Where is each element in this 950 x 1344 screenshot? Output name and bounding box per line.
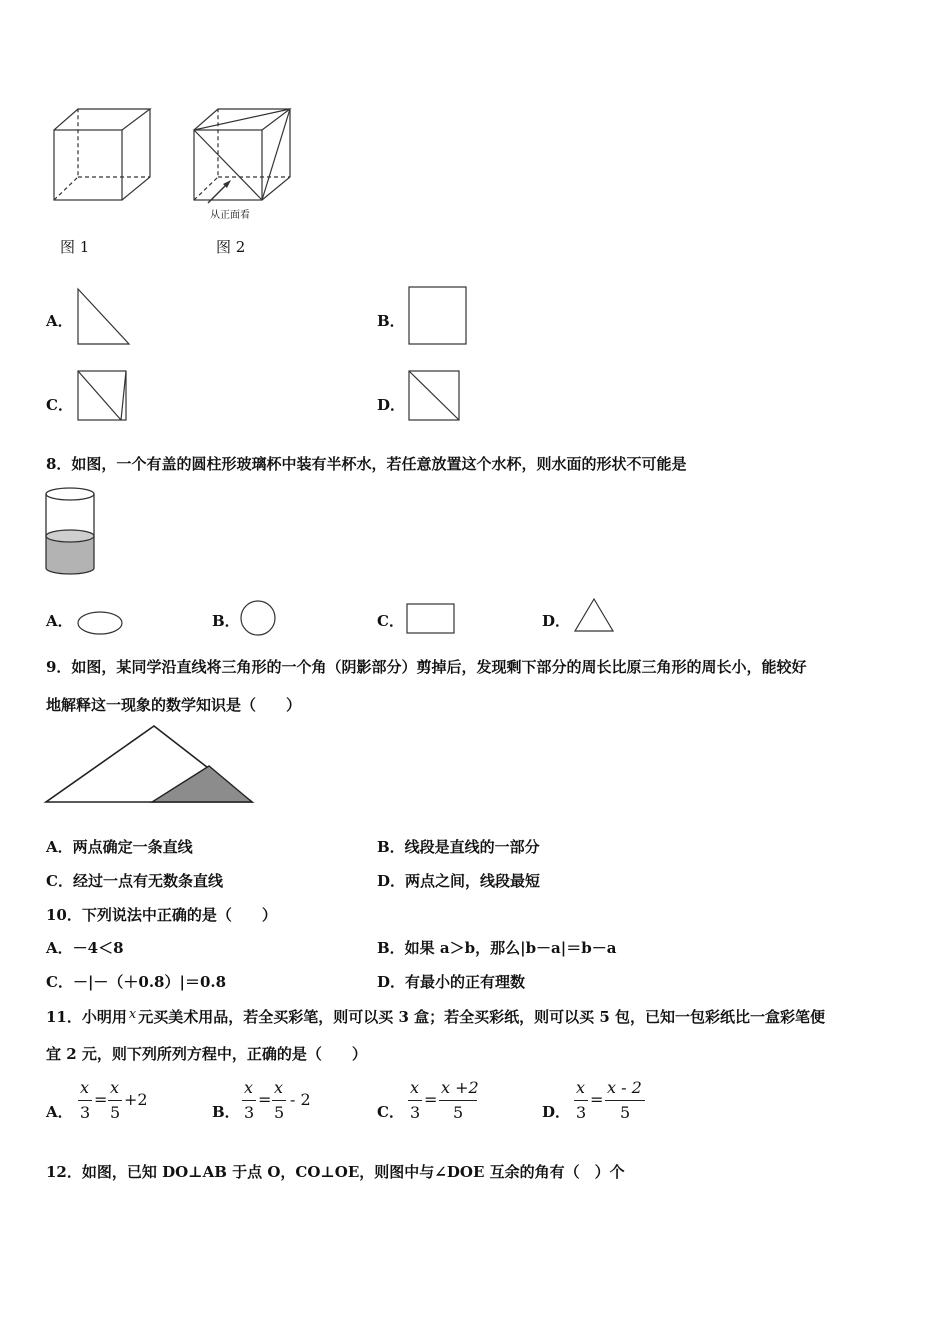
q11-option-d-equation: x 3 = x - 2 5	[574, 1078, 654, 1126]
q10-option-b[interactable]: B．如果 a＞b，那么|b－a|＝b－a	[377, 939, 617, 957]
q8-option-a-ellipse	[77, 610, 125, 636]
q10-option-c[interactable]: C．－|－（＋0.8）|＝0.8	[46, 973, 227, 991]
figure-1-caption: 图 1	[60, 238, 90, 256]
q11-option-d-label[interactable]: D．	[542, 1103, 571, 1121]
q7-option-a-label[interactable]: A．	[46, 312, 73, 330]
q10-question: 10．下列说法中正确的是（ ）	[46, 906, 277, 924]
q8-glass-figure	[44, 486, 98, 578]
q11-line1-pre: 11．小明用	[46, 1008, 127, 1026]
figure-2-caption: 图 2	[216, 238, 246, 256]
q8-option-b-label[interactable]: B．	[212, 612, 240, 630]
q8-option-d-label[interactable]: D．	[542, 612, 571, 630]
q11-option-b-equation: x 3 = x 5 - 2	[244, 1078, 311, 1122]
q7-option-b-label[interactable]: B．	[377, 312, 405, 330]
q11-option-b-label[interactable]: B．	[212, 1103, 240, 1121]
q7-option-d-figure	[408, 370, 462, 422]
q9-option-c[interactable]: C．经过一点有无数条直线	[46, 872, 223, 890]
q10-option-d[interactable]: D．有最小的正有理数	[377, 973, 526, 991]
q7-option-c-figure	[77, 370, 129, 422]
q9-question-line-1: 9．如图，某同学沿直线将三角形的一个角（阴影部分）剪掉后，发现剩下部分的周长比原三角形的周长小，能较好	[46, 658, 807, 676]
q7-option-b-square	[408, 286, 468, 346]
q11-option-c-equation: x 3 = x +2 5	[410, 1078, 479, 1122]
q9-question-line-2: 地解释这一现象的数学知识是（ ）	[46, 696, 302, 714]
q11-option-a-equation: x 3 = x 5 +2	[80, 1078, 148, 1122]
q7-option-a-triangle	[77, 288, 133, 348]
q11-question-line-2: 宜 2 元，则下列所列方程中，正确的是（ ）	[46, 1045, 367, 1063]
q8-option-c-label[interactable]: C．	[377, 612, 404, 630]
q7-option-c-label[interactable]: C．	[46, 396, 73, 414]
q11-line1-post: 元买美术用品，若全买彩笔，则可以买 3 盒；若全买彩纸，则可以买 5 包，已知一包彩纸比一盒彩笔便	[138, 1008, 825, 1026]
q11-option-a-label[interactable]: A．	[46, 1103, 73, 1121]
q10-option-a[interactable]: A．－4＜8	[46, 939, 124, 957]
q9-triangle-figure	[44, 722, 256, 806]
q8-option-d-triangle	[574, 598, 616, 634]
q8-question: 8．如图，一个有盖的圆柱形玻璃杯中装有半杯水，若任意放置这个水杯，则水面的形状不可能是	[46, 455, 687, 473]
q9-option-d[interactable]: D．两点之间，线段最短	[377, 872, 541, 890]
q8-option-b-circle	[240, 600, 278, 638]
q8-option-a-label[interactable]: A．	[46, 612, 73, 630]
q11-option-c-label[interactable]: C．	[377, 1103, 404, 1121]
q7-option-d-label[interactable]: D．	[377, 396, 406, 414]
q11-question-line-1	[46, 1008, 825, 1028]
figure-1-cube	[50, 105, 160, 205]
q9-option-a[interactable]: A．两点确定一条直线	[46, 838, 193, 856]
q9-option-b[interactable]: B．线段是直线的一部分	[377, 838, 540, 856]
q12-question: 12．如图，已知 DO⊥AB 于点 O，CO⊥OE，则图中与∠DOE 互余的角有（ ）个	[46, 1163, 625, 1181]
q11-variable: x	[128, 1007, 137, 1022]
q8-option-c-rectangle	[406, 603, 456, 635]
front-view-label: 从正面看	[210, 210, 250, 221]
